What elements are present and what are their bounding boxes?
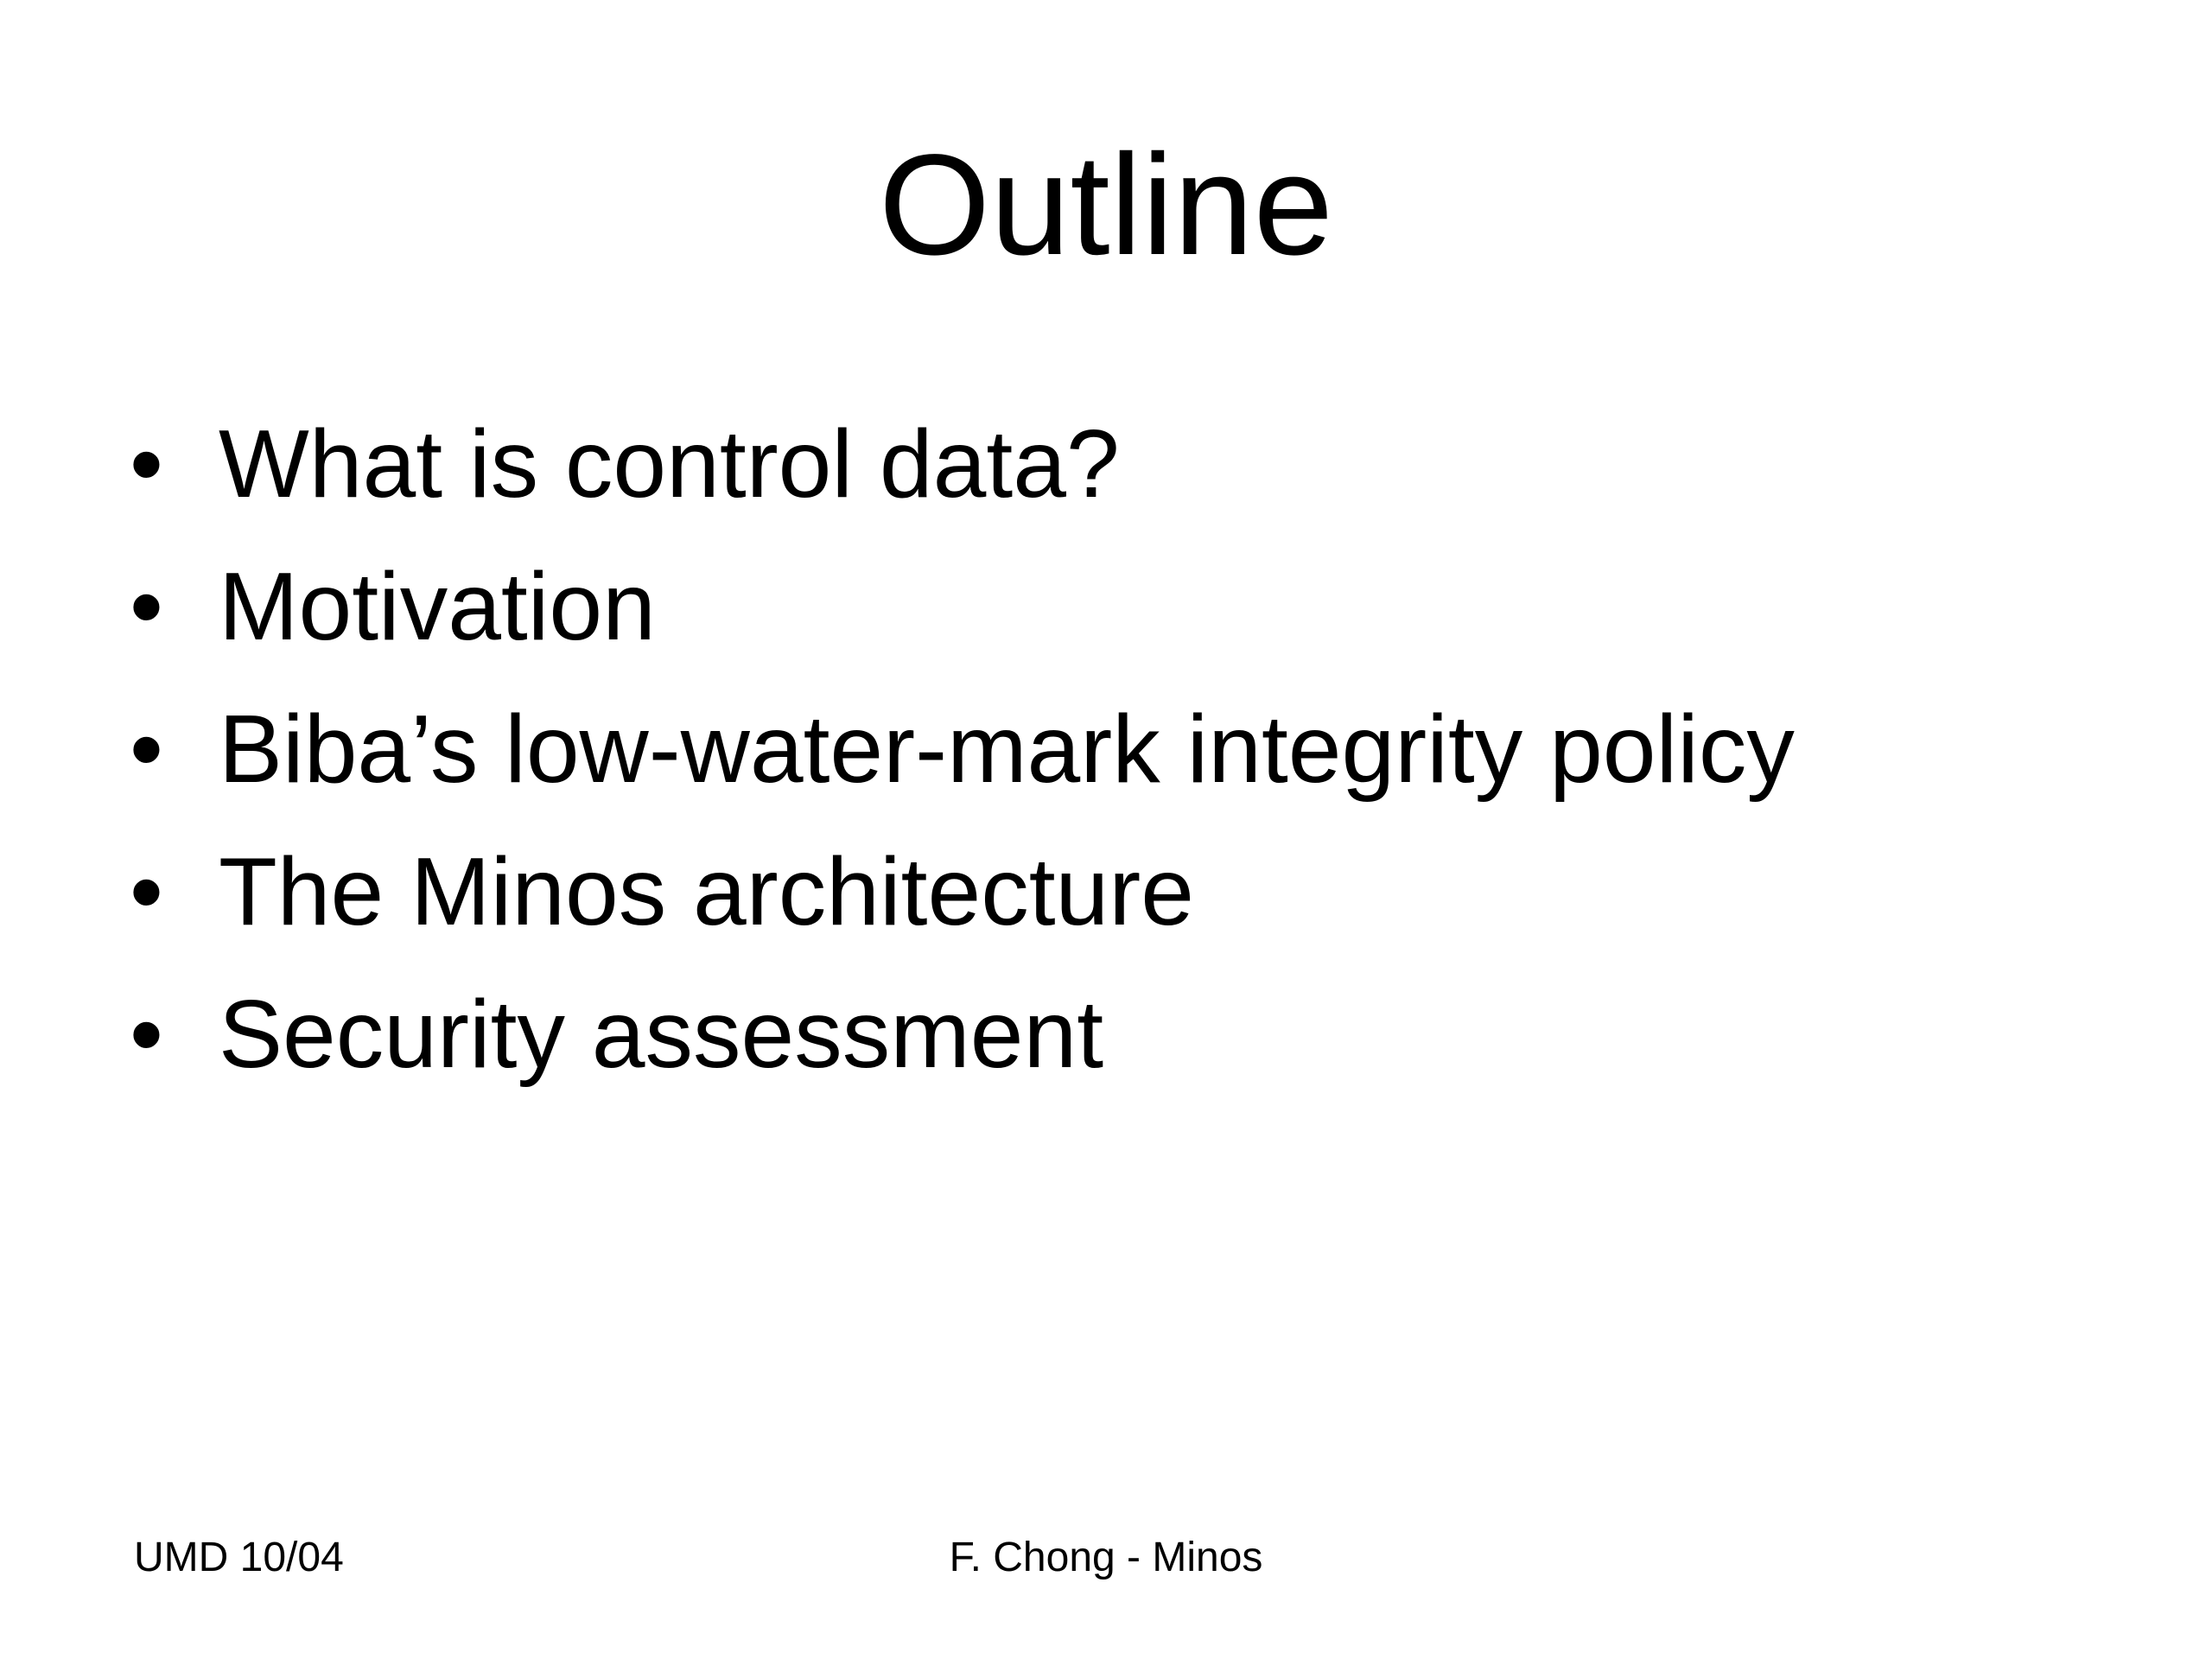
footer-date: UMD 10/04 xyxy=(134,1535,344,1580)
bullet-item xyxy=(130,834,1795,976)
bullet-text: Motivation xyxy=(219,553,656,660)
bullet-item xyxy=(130,691,1795,834)
bullet-item xyxy=(130,549,1795,691)
bullet-list xyxy=(130,406,1795,1119)
bullet-text: Biba’s low-water-mark integrity policy xyxy=(219,696,1795,803)
bullet-text: Security assessment xyxy=(219,981,1104,1088)
bullet-icon: • xyxy=(130,410,163,518)
bullet-icon: • xyxy=(130,553,163,660)
bullet-item xyxy=(130,976,1795,1119)
bullet-item xyxy=(130,406,1795,549)
bullet-icon: • xyxy=(130,981,163,1088)
bullet-icon: • xyxy=(130,696,163,803)
footer-author: F. Chong - Minos xyxy=(949,1535,1263,1580)
bullet-text: The Minos architecture xyxy=(219,838,1194,945)
bullet-icon: • xyxy=(130,838,163,945)
bullet-text: What is control data? xyxy=(219,410,1120,518)
slide-title: Outline xyxy=(879,125,1333,285)
